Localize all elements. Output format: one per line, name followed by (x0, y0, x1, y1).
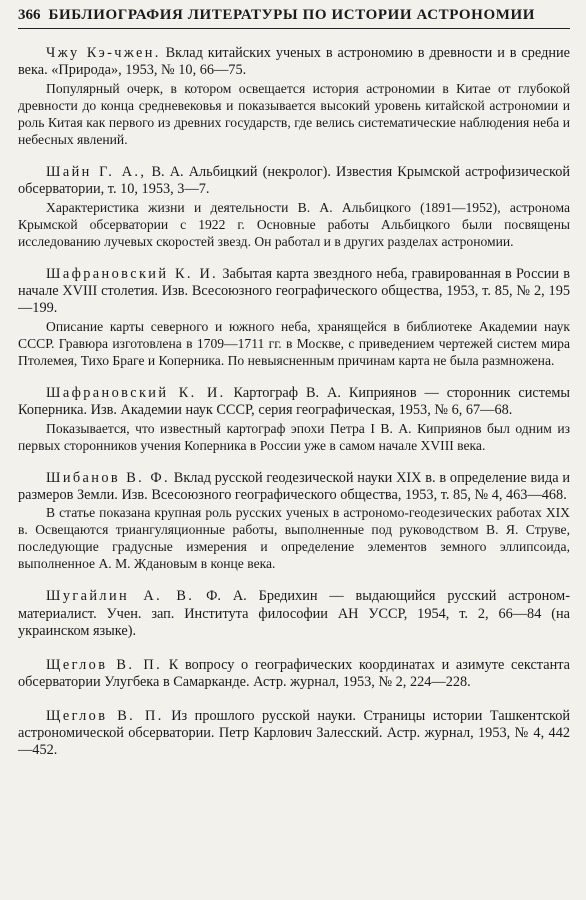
entry-author: Шафрановский К. И. (46, 265, 219, 282)
bibliography-entry (18, 45, 570, 148)
entry-author: Шафрановский К. И. (46, 384, 226, 401)
bibliography-entry (18, 588, 570, 640)
entry-reference: Вклад русской геодезической науки XIX в. в определение вида и размеров Земли. Изв. Всесоюзного географического общества, 1953, т. 85, № 4, 463—468. (18, 469, 571, 504)
entry-citation (18, 266, 570, 318)
entry-reference: Забытая карта звездного неба, гравированная в России в начале XVIII столетия. Изв. Всесоюзного географического общества, 1953, т. 85, № 2, 195—199. (18, 265, 570, 317)
page-number: 366 (18, 7, 41, 23)
entry-annotation: В статье показана крупная роль русских ученых в астрономо-геодезических работах XIX в. Освещаются триангуляционные работы, выполненные под руководством В. Я. Струве, последующие градусные измерения и определение элементов земного эллипсоида, выполненное А. М. Ждановым в конце века. (18, 505, 570, 572)
entry-annotation: Популярный очерк, в котором освещается история астрономии в Китае от глубокой древности до конца средневековья и показывается высокий уровень китайской астрономии и роль Китая как первого из древних государств, где велись систематические наблюдения неба и небесных явлений. (18, 80, 570, 147)
entry-author: Шайн Г. А., (46, 163, 147, 180)
bibliography-entry (18, 164, 570, 250)
bibliography-entry (18, 266, 570, 369)
entry-citation (18, 588, 570, 640)
bibliography-entry (18, 708, 570, 760)
entry-annotation: Показывается, что известный картограф эпохи Петра I В. А. Киприянов был одним из первых сторонников учения Коперника в России уже в самом начале XVIII века. (18, 420, 570, 453)
entry-reference: К вопросу о географических координатах и азимуте секстанта обсерватории Улугбека в Самарканде. Астр. журнал, 1953, № 2, 224—228. (18, 656, 570, 691)
entry-citation (18, 708, 570, 760)
entry-author: Щеглов В. П. (46, 656, 163, 673)
running-title: БИБЛИОГРАФИЯ ЛИТЕРАТУРЫ ПО ИСТОРИИ АСТРОНОМИИ (48, 7, 536, 23)
entry-citation (18, 385, 570, 420)
entry-citation (18, 470, 570, 505)
entry-author: Шугайлин А. В. (46, 588, 195, 605)
entry-reference: В. А. Альбицкий (некролог). Известия Крымской астрофизической обсерватории, т. 10, 1953, 3—7. (18, 163, 570, 198)
entry-reference: Ф. А. Бредихин — выдающийся русский астроном-материалист. Учен. зап. Института философии АН УССР, 1954, т. 2, 66—84 (на украинском языке). (18, 588, 570, 640)
entry-citation (18, 657, 570, 692)
running-head (18, 6, 570, 29)
entry-citation (18, 164, 570, 199)
entry-author: Щеглов В. П. (46, 707, 164, 724)
entry-reference: Картограф В. А. Киприянов — сторонник системы Коперника. Изв. Академии наук СССР, серия географическая, 1953, № 6, 67—68. (18, 384, 570, 419)
entry-author: Шибанов В. Ф. (46, 469, 170, 486)
entry-author: Чжу Кэ-чжен. (46, 45, 161, 61)
entry-citation (18, 45, 570, 80)
entry-annotation: Характеристика жизни и деятельности В. А. Альбицкого (1891—1952), астронома Крымской обсерватории с 1922 г. Основные работы Альбицкого были посвящены исследованию лучевых скоростей звезд. Он работал и в других разделах астрономии. (18, 199, 570, 249)
entry-annotation: Описание карты северного и южного неба, хранящейся в библиотеке Академии наук СССР. Гравюра изготовлена в 1709—1711 гг. в Москве, с приведением чертежей систем мира Птолемея, Тихо Браге и Коперника. По невыясненным причинам карта не была размножена. (18, 318, 570, 368)
bibliography-entry (18, 657, 570, 692)
entry-reference: Из прошлого русской науки. Страницы истории Ташкентской астрономической обсерватории. Петр Карлович Залесский. Астр. журнал, 1953, № 4, 442—452. (18, 707, 570, 759)
bibliography-entry (18, 470, 570, 573)
bibliography-entry (18, 385, 570, 454)
entry-reference: Вклад китайских ученых в астрономию в древности и в средние века. «Природа», 1953, № 10, 66—75. (18, 45, 571, 79)
